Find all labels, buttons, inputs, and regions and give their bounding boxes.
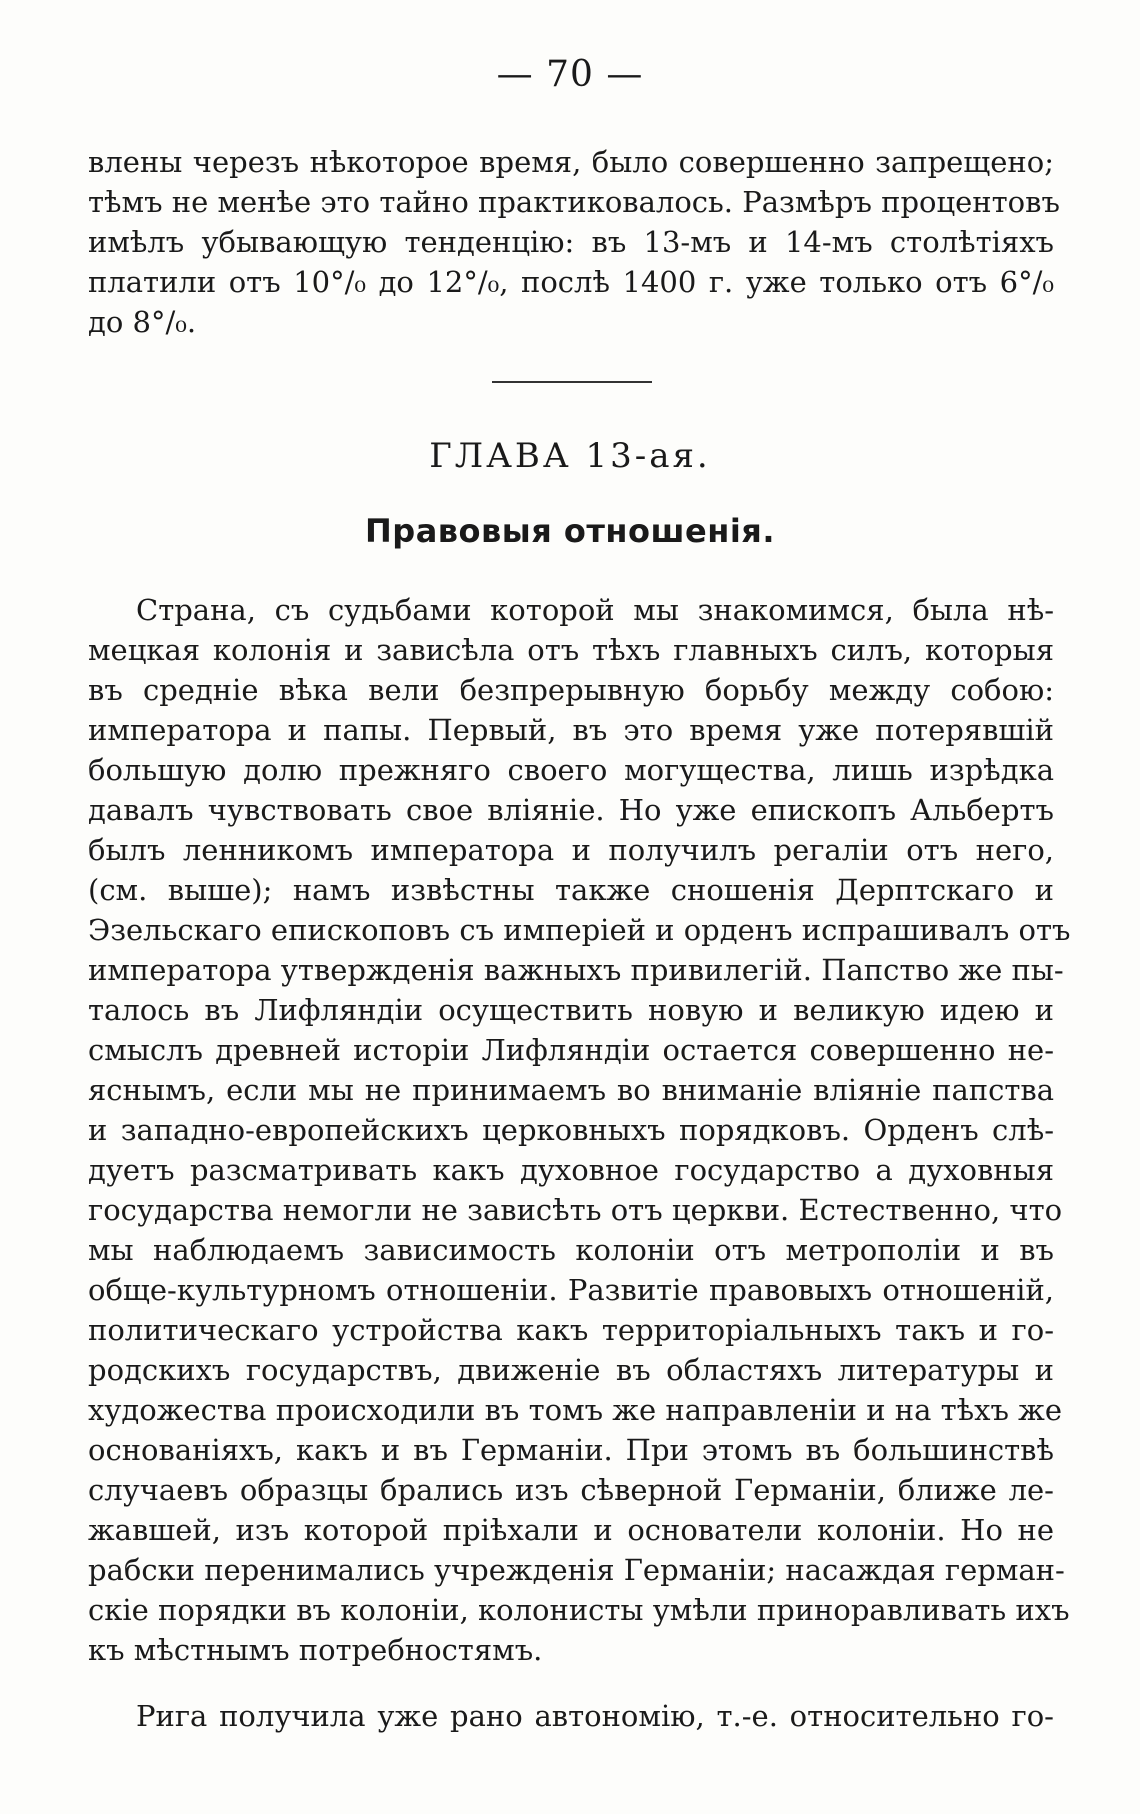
text-line: давалъ чувствовать свое вліяніе. Но уже епископъ Альбертъ [88,793,1054,827]
text-line: рабски перенимались учрежденія Германіи; насаждая герман- [88,1553,1065,1587]
text-line: политическаго устройства какъ территоріальныхъ такъ и го- [88,1313,1054,1347]
text-line: жавшей, изъ которой пріѣхали и основатели колоніи. Но не [88,1513,1054,1547]
chapter-subtitle: Правовыя отношенія. [365,512,775,550]
text-line: императора утвержденія важныхъ привилегій. Папство же пы- [88,953,1064,987]
text-line: и западно-европейскихъ церковныхъ порядковъ. Орденъ слѣ- [88,1113,1054,1147]
page-number: — 70 — [496,54,644,95]
text-line: въ средніе вѣка вели безпрерывную борьбу между собою: [88,673,1054,707]
text-line: скіе порядки въ колоніи, колонисты умѣли приноравливать ихъ [88,1593,1070,1627]
text-line: смыслъ древней исторіи Лифляндіи остается совершенно не- [88,1033,1054,1067]
main-paragraph [88,590,1071,1670]
text-line: родскихъ государствъ, движеніе въ областяхъ литературы и [88,1353,1054,1387]
text-line: яснымъ, если мы не принимаемъ во вниманіе вліяніе папства [88,1073,1054,1107]
next-paragraph [88,1696,1054,1736]
chapter-title: ГЛАВА 13-ая. [429,436,711,476]
text-line: имѣлъ убывающую тенденцію: въ 13-мъ и 14-мъ столѣтіяхъ [88,225,1054,259]
text-line: талось въ Лифляндіи осуществить новую и великую идею и [88,993,1054,1027]
text-line: мецкая колонія и зависѣла отъ тѣхъ главныхъ силъ, которыя [88,633,1054,667]
text-line: государства немогли не зависѣть отъ церкви. Естественно, что [88,1193,1063,1227]
text-line: къ мѣстнымъ потребностямъ. [88,1633,543,1667]
text-line: былъ ленникомъ императора и получилъ регаліи отъ него, [88,833,1054,867]
text-line: большую долю прежняго своего могущества, лишь изрѣдка [88,753,1054,787]
continued-paragraph [88,142,1060,342]
text-line: Рига получила уже рано автономію, т.-е. относительно го- [136,1699,1054,1733]
text-line: Страна, съ судьбами которой мы знакомимся, была нѣ- [136,593,1054,627]
text-line: художества происходили въ томъ же направленіи и на тѣхъ же [88,1393,1063,1427]
text-line: (см. выше); намъ извѣстны также сношенія Дерптскаго и [88,873,1054,907]
text-line: случаевъ образцы брались изъ сѣверной Германіи, ближе ле- [88,1473,1054,1507]
text-line: обще-культурномъ отношеніи. Развитіе правовыхъ отношеній, [88,1273,1054,1307]
text-line: до 8°/₀. [88,305,197,339]
text-line: платили отъ 10°/₀ до 12°/₀, послѣ 1400 г. уже только отъ 6°/₀ [88,265,1054,299]
text-line: дуетъ разсматривать какъ духовное государство а духовныя [88,1153,1054,1187]
section-divider [492,381,652,383]
text-line: императора и папы. Первый, въ это время уже потерявшій [88,713,1054,747]
text-line: основаніяхъ, какъ и въ Германіи. При этомъ въ большинствѣ [88,1433,1054,1467]
text-line: тѣмъ не менѣе это тайно практиковалось. Размѣръ процентовъ [88,185,1060,219]
text-line: Эзельскаго епископовъ съ имперіей и орденъ испрашивалъ отъ [88,913,1071,947]
text-line: мы наблюдаемъ зависимость колоніи отъ метрополіи и въ [88,1233,1054,1267]
text-line: влены черезъ нѣкоторое время, было совершенно запрещено; [88,145,1054,179]
